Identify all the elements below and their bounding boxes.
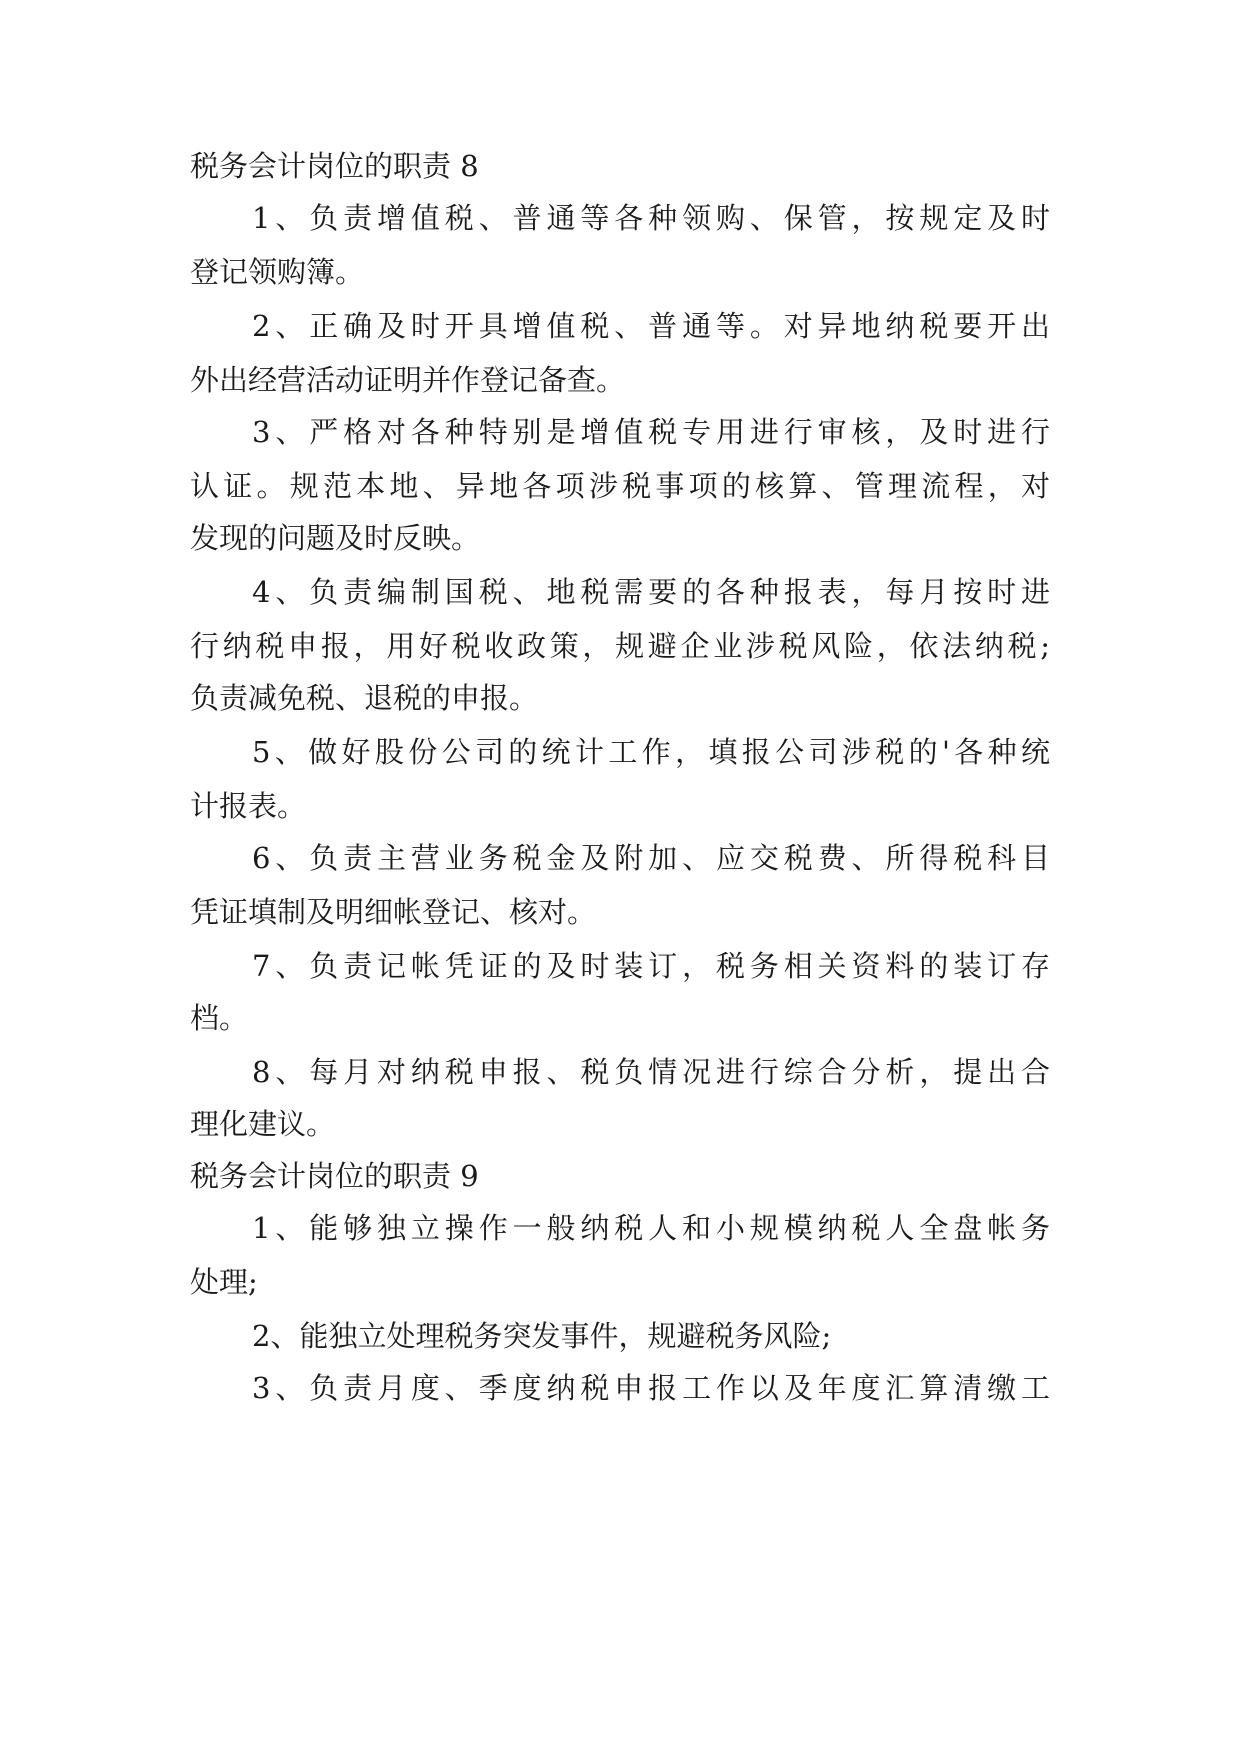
paragraph-line: 外出经营活动证明并作登记备查。	[190, 363, 626, 397]
paragraph-line: 3、负责月度、季度纳税申报工作以及年度汇算清缴工	[252, 1371, 1050, 1405]
paragraph-line: 认证。规范本地、异地各项涉税事项的核算、管理流程，对	[190, 469, 1050, 503]
paragraph-line: 2、能独立处理税务突发事件，规避税务风险;	[252, 1319, 832, 1353]
paragraph-line: 计报表。	[190, 789, 307, 823]
paragraph-line: 行纳税申报，用好税收政策，规避企业涉税风险，依法纳税;	[190, 629, 1050, 663]
paragraph-line: 凭证填制及明细帐登记、核对。	[190, 895, 597, 929]
paragraph-line: 3、严格对各种特别是增值税专用进行审核，及时进行	[252, 415, 1050, 449]
paragraph-line: 4、负责编制国税、地税需要的各种报表，每月按时进	[252, 575, 1050, 609]
paragraph-line: 7、负责记帐凭证的及时装订，税务相关资料的装订存	[252, 949, 1050, 983]
paragraph-line: 1、负责增值税、普通等各种领购、保管，按规定及时	[252, 201, 1050, 235]
paragraph-line: 档。	[190, 1001, 249, 1035]
section-heading: 税务会计岗位的职责 8	[190, 149, 479, 183]
paragraph-line: 2、正确及时开具增值税、普通等。对异地纳税要开出	[252, 309, 1050, 343]
paragraph-line: 6、负责主营业务税金及附加、应交税费、所得税科目	[252, 841, 1050, 875]
paragraph-line: 负责减免税、退税的申报。	[190, 681, 539, 715]
paragraph-line: 8、每月对纳税申报、税负情况进行综合分析，提出合	[252, 1055, 1050, 1089]
section-heading: 税务会计岗位的职责 9	[190, 1159, 479, 1193]
paragraph-line: 1、能够独立操作一般纳税人和小规模纳税人全盘帐务	[252, 1211, 1050, 1245]
paragraph-line: 处理;	[190, 1265, 258, 1299]
paragraph-line: 5、做好股份公司的统计工作，填报公司涉税的'各种统	[252, 735, 1050, 769]
paragraph-line: 登记领购簿。	[190, 255, 365, 289]
paragraph-line: 发现的问题及时反映。	[190, 521, 481, 555]
paragraph-line: 理化建议。	[190, 1107, 336, 1141]
